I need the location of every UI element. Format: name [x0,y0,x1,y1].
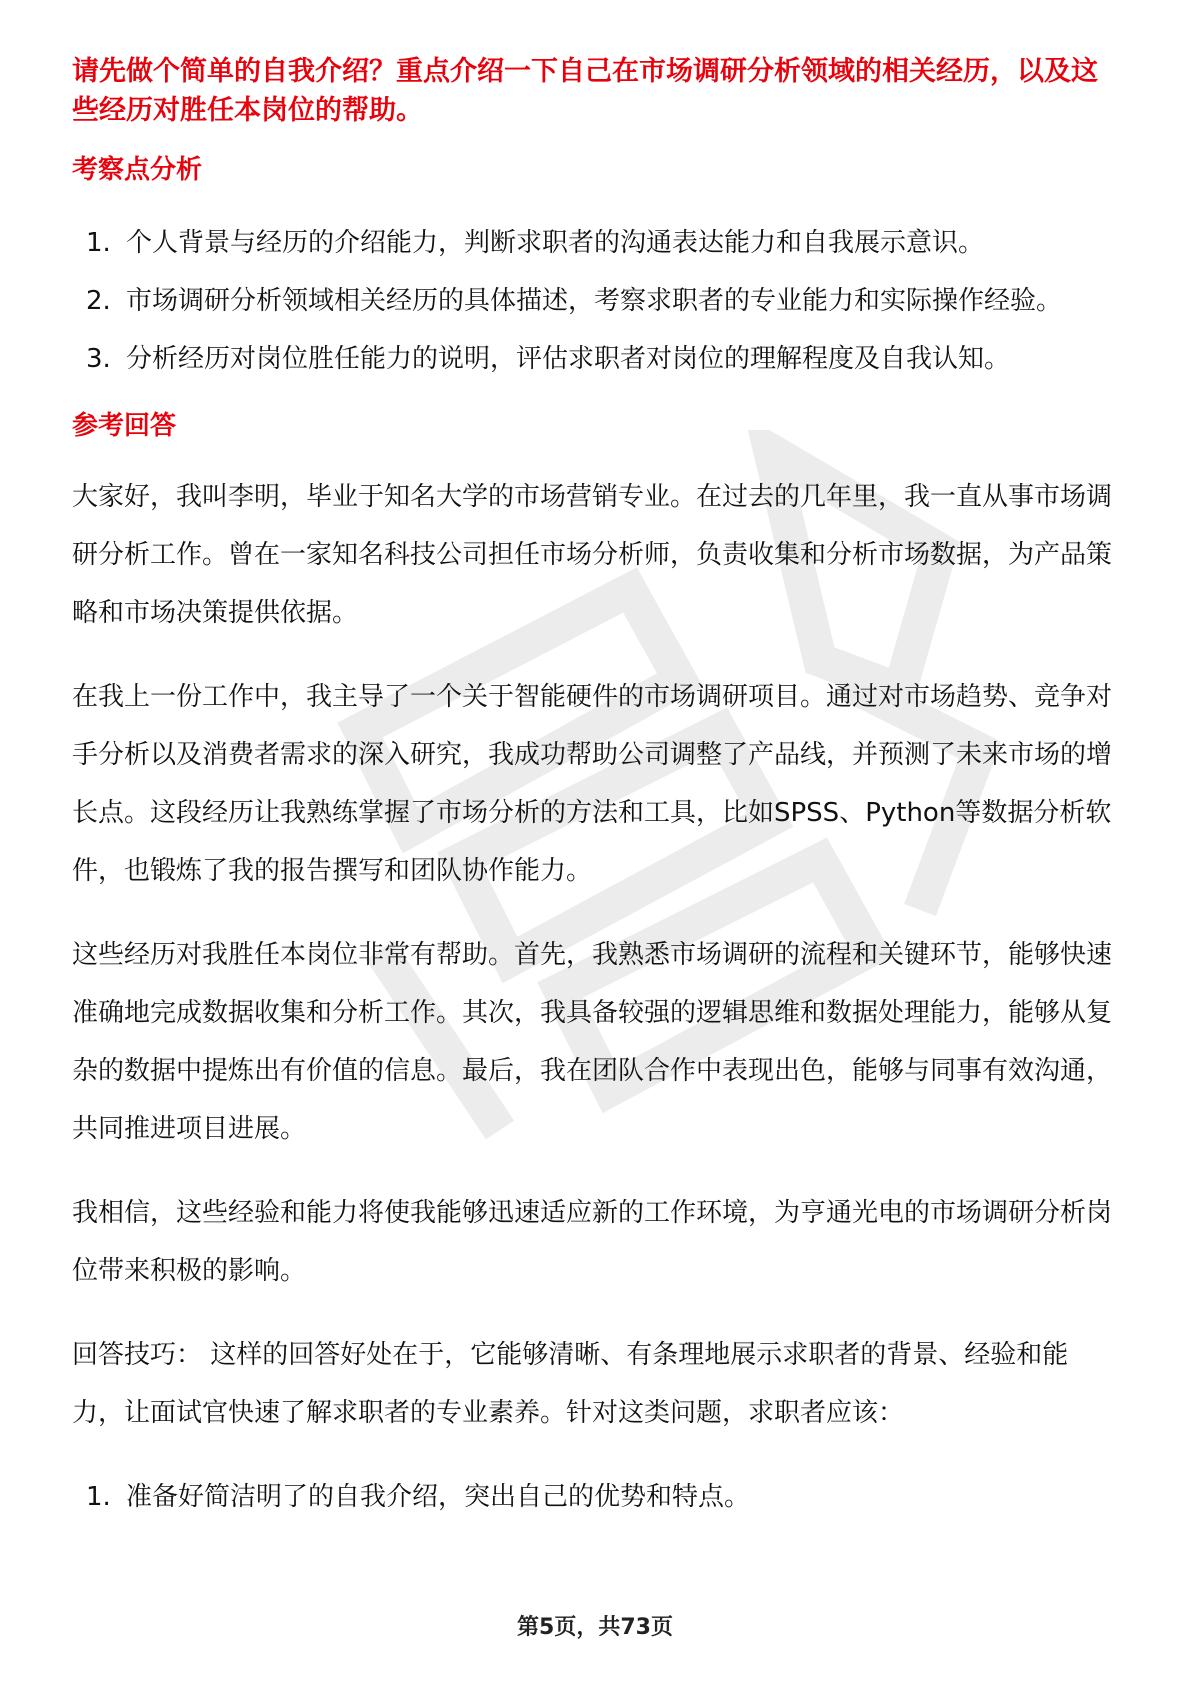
reference-heading: 参考回答 [72,411,177,441]
answer-paragraph: 大家好，我叫李明，毕业于知名大学的市场营销专业。在过去的几年里，我一直从事市场调研分析工作。曾在一家知名科技公司担任市场分析师，负责收集和分析市场数据，为产品策略和市场决策提供依据。 [72,482,1113,628]
answer-paragraph: 我相信，这些经验和能力将使我能够迅速适应新的工作环境，为亨通光电的市场调研分析岗位带来积极的影响。 [72,1198,1113,1286]
list-item [72,1468,1118,1526]
list-item-text: 分析经历对岗位胜任能力的说明，评估求职者对岗位的理解程度及自我认知。 [126,344,1011,374]
list-item [72,272,1118,330]
answer-tips-paragraph: 回答技巧： 这样的回答好处在于，它能够清晰、有条理地展示求职者的背景、经验和能力，让面试官快速了解求职者的专业素养。针对这类问题，求职者应该： [72,1340,1069,1428]
answer-paragraph: 这些经历对我胜任本岗位非常有帮助。首先，我熟悉市场调研的流程和关键环节，能够快速准确地完成数据收集和分析工作。其次，我具备较强的逻辑思维和数据处理能力，能够从复杂的数据中提炼出有价值的信息。最后，我在团队合作中表现出色，能够与同事有效沟通，共同推进项目进展。 [72,940,1113,1144]
analysis-heading: 考察点分析 [72,155,203,185]
list-item-text: 个人背景与经历的介绍能力，判断求职者的沟通表达能力和自我展示意识。 [126,228,985,258]
list-number: 1. [86,228,111,258]
analysis-list [72,214,1118,388]
list-number: 3. [86,344,111,374]
list-item-text: 市场调研分析领域相关经历的具体描述，考察求职者的专业能力和实际操作经验。 [126,286,1063,316]
list-number: 2. [86,286,111,316]
tips-list [72,1468,1118,1526]
answer-paragraph: 在我上一份工作中，我主导了一个关于智能硬件的市场调研项目。通过对市场趋势、竞争对手分析以及消费者需求的深入研究，我成功帮助公司调整了产品线，并预测了未来市场的增长点。这段经历让我熟练掌握了市场分析的方法和工具，比如SPSS、Python等数据分析软件，也锻炼了我的报告撰写和团队协作能力。 [72,682,1113,886]
list-item [72,330,1118,388]
list-item-text: 准备好简洁明了的自我介绍，突出自己的优势和特点。 [126,1482,751,1512]
question-heading: 请先做个简单的自我介绍？重点介绍一下自己在市场调研分析领域的相关经历，以及这些经历对胜任本岗位的帮助。 [72,56,1098,126]
list-number: 1. [86,1482,111,1512]
list-item [72,214,1118,272]
document-content [72,52,1118,1526]
page-footer: 第5页，共73页 [517,1615,673,1640]
